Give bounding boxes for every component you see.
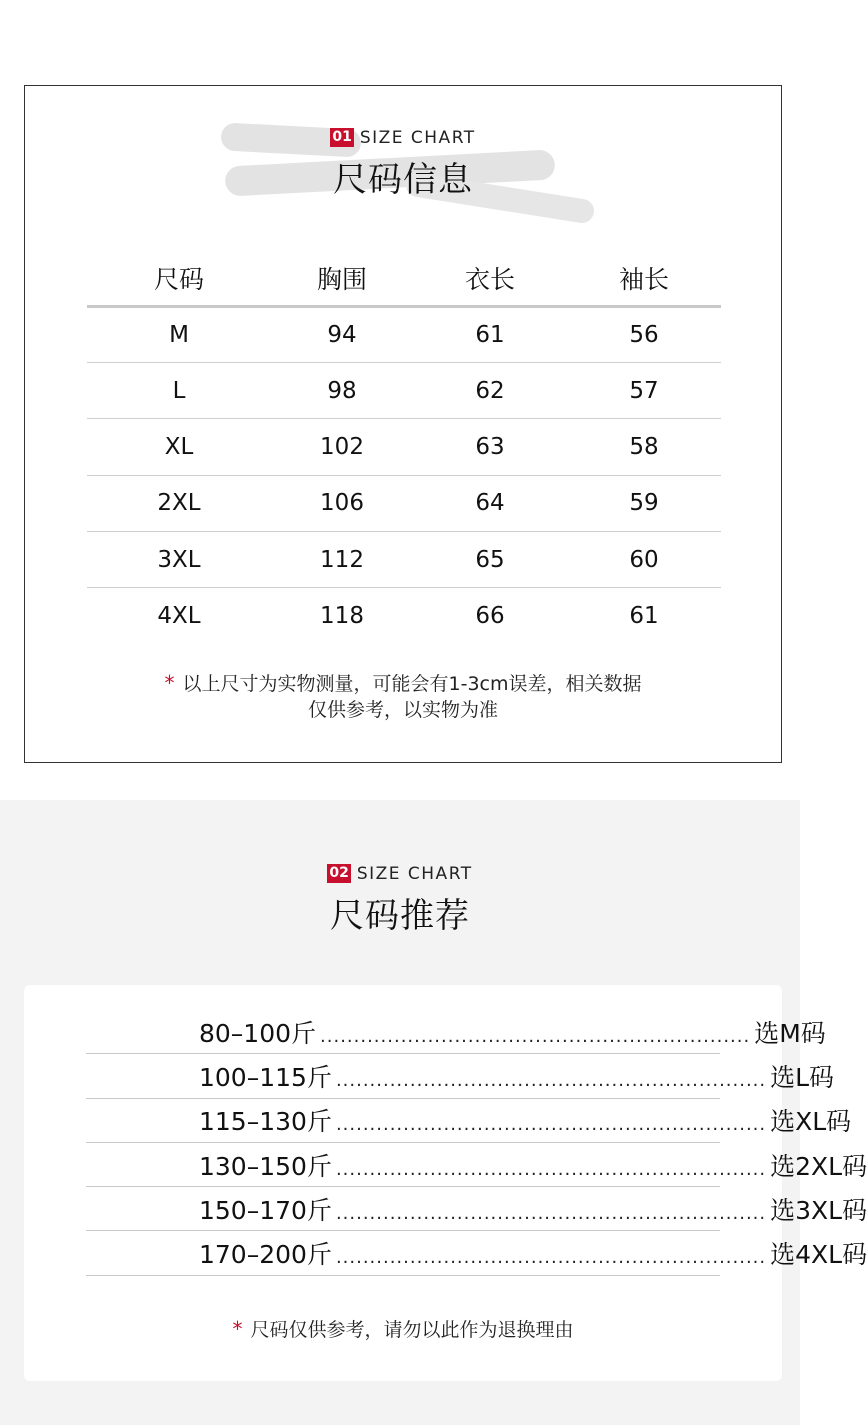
size-pick: 选XL码 bbox=[770, 1107, 852, 1137]
size-pick: 选4XL码 bbox=[770, 1240, 867, 1270]
dot-leader: ................................................................ bbox=[320, 1025, 751, 1047]
section-subtitle-text: SIZE CHART bbox=[356, 863, 473, 884]
weight-range: 115–130斤 bbox=[199, 1107, 332, 1137]
section-number-badge: 01 bbox=[332, 129, 352, 145]
list-item bbox=[86, 1054, 835, 1098]
table-cell: 94 bbox=[271, 306, 413, 362]
table-cell: XL bbox=[87, 419, 271, 475]
weight-range: 80–100斤 bbox=[199, 1018, 317, 1048]
column-header-length: 衣长 bbox=[413, 252, 567, 306]
table-cell: 66 bbox=[475, 603, 505, 630]
table-cell: L bbox=[87, 362, 271, 418]
section-subtitle bbox=[327, 864, 472, 884]
recommendation-list bbox=[86, 1010, 867, 1276]
measurement-note-line-2: 仅供参考，以实物为准 bbox=[307, 699, 498, 721]
table-cell: 4XL bbox=[157, 603, 201, 630]
measurement-note bbox=[25, 670, 781, 723]
size-pick: 选M码 bbox=[754, 1018, 826, 1048]
table-cell: 61 bbox=[413, 306, 567, 362]
table-row bbox=[87, 532, 721, 588]
section-title: 尺码推荐 bbox=[330, 895, 470, 936]
table-cell: 59 bbox=[567, 475, 721, 531]
section-heading bbox=[25, 126, 781, 201]
weight-range: 150–170斤 bbox=[199, 1195, 332, 1225]
table-cell: 58 bbox=[567, 419, 721, 475]
list-item bbox=[86, 1143, 867, 1187]
weight-range: 170–200斤 bbox=[199, 1240, 332, 1270]
asterisk-icon: * bbox=[232, 1317, 243, 1341]
measurement-note-text: 以上尺寸为实物测量，可能会有1-3cm误差，相关数据 bbox=[182, 673, 642, 695]
column-header-chest: 胸围 bbox=[271, 252, 413, 306]
column-header-sleeve: 袖长 bbox=[567, 252, 721, 306]
table-row bbox=[87, 306, 721, 362]
dot-leader: ................................................................ bbox=[335, 1114, 767, 1136]
column-header-size: 尺码 bbox=[87, 252, 271, 306]
dot-leader: ................................................................ bbox=[335, 1158, 767, 1180]
table-cell: 62 bbox=[413, 362, 567, 418]
section-heading bbox=[0, 862, 800, 937]
return-policy-note bbox=[24, 1315, 782, 1342]
table-cell: 112 bbox=[271, 532, 413, 588]
size-table bbox=[87, 252, 721, 644]
table-cell: 63 bbox=[413, 419, 567, 475]
list-item bbox=[86, 1010, 826, 1054]
list-item bbox=[86, 1231, 867, 1275]
table-cell: 64 bbox=[413, 475, 567, 531]
table-cell: 118 bbox=[320, 603, 364, 630]
table-row bbox=[87, 419, 721, 475]
weight-range: 100–115斤 bbox=[199, 1062, 332, 1092]
table-row bbox=[87, 475, 721, 531]
table-row bbox=[87, 588, 721, 644]
table-cell: 60 bbox=[567, 532, 721, 588]
table-cell: 57 bbox=[567, 362, 721, 418]
size-recommendation-panel bbox=[0, 800, 867, 1425]
list-item bbox=[86, 1099, 852, 1143]
table-cell: M bbox=[87, 306, 271, 362]
size-info-panel bbox=[24, 85, 782, 763]
section-subtitle-text: SIZE CHART bbox=[359, 127, 476, 148]
table-header-row bbox=[87, 252, 721, 306]
section-number-badge: 02 bbox=[329, 865, 349, 881]
table-cell: 106 bbox=[271, 475, 413, 531]
table-cell: 98 bbox=[271, 362, 413, 418]
table-cell: 2XL bbox=[87, 475, 271, 531]
section-subtitle bbox=[330, 128, 475, 148]
return-policy-text: 尺码仅供参考，请勿以此作为退换理由 bbox=[250, 1319, 574, 1341]
list-item bbox=[86, 1187, 867, 1231]
dot-leader: ................................................................ bbox=[335, 1247, 767, 1269]
section-title: 尺码信息 bbox=[333, 159, 473, 200]
size-pick: 选L码 bbox=[770, 1062, 835, 1092]
table-cell: 56 bbox=[567, 306, 721, 362]
size-pick: 选3XL码 bbox=[770, 1195, 867, 1225]
table-cell: 102 bbox=[271, 419, 413, 475]
table-cell: 65 bbox=[413, 532, 567, 588]
table-cell: 3XL bbox=[87, 532, 271, 588]
weight-range: 130–150斤 bbox=[199, 1151, 332, 1181]
measurement-note-line bbox=[25, 670, 781, 697]
table-row bbox=[87, 362, 721, 418]
size-pick: 选2XL码 bbox=[770, 1151, 867, 1181]
asterisk-icon: * bbox=[164, 671, 175, 695]
dot-leader: ................................................................ bbox=[335, 1202, 767, 1224]
table-cell: 61 bbox=[629, 603, 659, 630]
recommendation-card bbox=[24, 985, 867, 1381]
dot-leader: ................................................................ bbox=[335, 1069, 767, 1091]
